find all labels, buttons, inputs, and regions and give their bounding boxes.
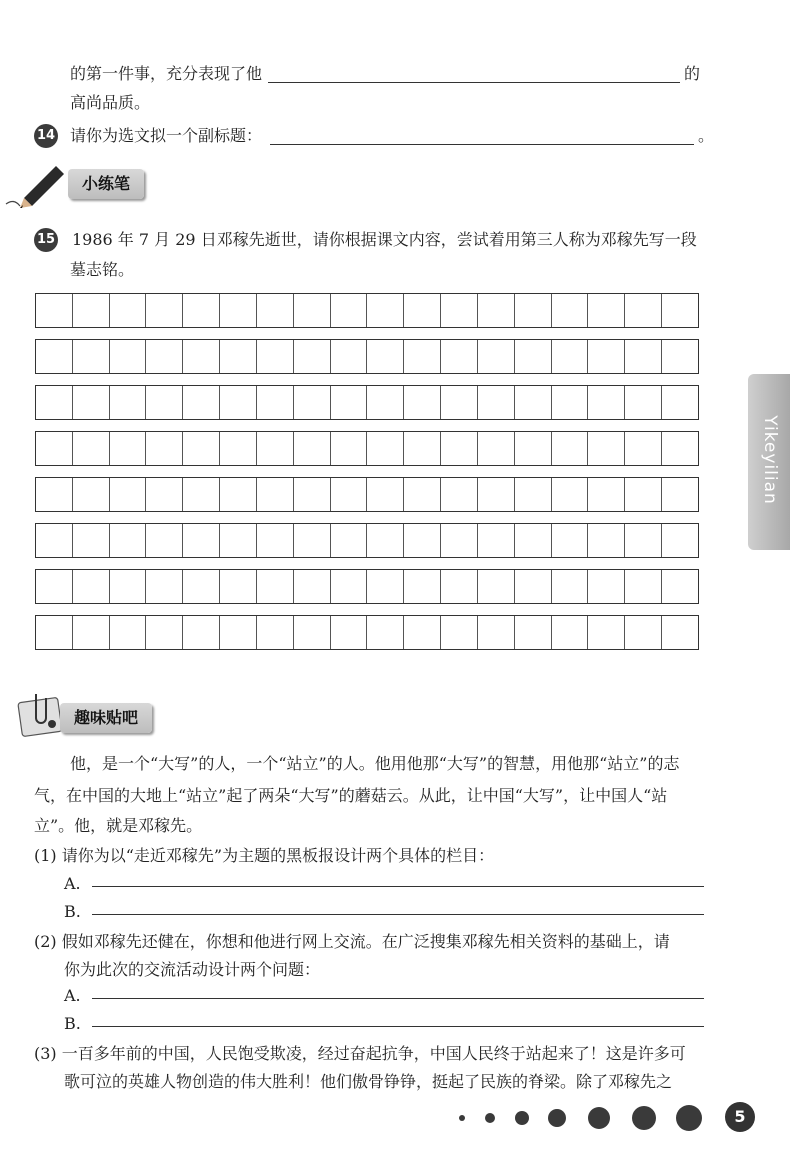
grid-cell[interactable]	[367, 340, 404, 373]
grid-cell[interactable]	[73, 432, 110, 465]
grid-cell[interactable]	[73, 570, 110, 603]
q13-line1-end: 的	[684, 64, 701, 83]
grid-cell[interactable]	[478, 478, 515, 511]
grid-cell[interactable]	[146, 340, 183, 373]
grid-cell[interactable]	[331, 340, 368, 373]
grid-cell[interactable]	[662, 432, 698, 465]
grid-cell[interactable]	[73, 616, 110, 649]
grid-cell[interactable]	[478, 386, 515, 419]
grid-cell[interactable]	[183, 386, 220, 419]
footer-dot	[632, 1106, 656, 1130]
grid-cell[interactable]	[478, 294, 515, 327]
grid-cell[interactable]	[588, 340, 625, 373]
q14-end: 。	[698, 126, 715, 145]
grid-cell[interactable]	[331, 478, 368, 511]
grid-cell[interactable]	[662, 340, 698, 373]
grid-cell[interactable]	[515, 386, 552, 419]
grid-cell[interactable]	[220, 340, 257, 373]
grid-cell[interactable]	[331, 524, 368, 557]
grid-cell[interactable]	[294, 386, 331, 419]
grid-cell[interactable]	[110, 478, 147, 511]
grid-cell[interactable]	[367, 478, 404, 511]
footer-dot	[485, 1113, 495, 1123]
grid-cell[interactable]	[404, 524, 441, 557]
grid-cell[interactable]	[662, 386, 698, 419]
grid-cell[interactable]	[367, 386, 404, 419]
grid-cell[interactable]	[662, 478, 698, 511]
grid-cell[interactable]	[146, 294, 183, 327]
grid-cell[interactable]	[220, 616, 257, 649]
grid-cell[interactable]	[331, 386, 368, 419]
footer-dot	[459, 1115, 465, 1121]
grid-row[interactable]	[35, 523, 699, 558]
grid-cell[interactable]	[146, 616, 183, 649]
grid-cell[interactable]	[404, 616, 441, 649]
fun-intro-line1: 他，是一个“大写”的人，一个“站立”的人。他用他那“大写”的智慧，用他那“站立”的志	[70, 754, 680, 773]
footer-dot	[676, 1105, 702, 1131]
grid-cell[interactable]	[220, 432, 257, 465]
q15-line1: 1986 年 7 月 29 日邓稼先逝世，请你根据课文内容，尝试着用第三人称为邓稼先写一段	[72, 230, 697, 249]
grid-cell[interactable]	[220, 386, 257, 419]
fun-item1-answer-a[interactable]	[92, 886, 704, 887]
grid-cell[interactable]	[36, 340, 73, 373]
grid-row[interactable]	[35, 293, 699, 328]
grid-cell[interactable]	[257, 616, 294, 649]
grid-cell[interactable]	[36, 386, 73, 419]
grid-cell[interactable]	[331, 432, 368, 465]
grid-row[interactable]	[35, 385, 699, 420]
grid-cell[interactable]	[515, 478, 552, 511]
grid-cell[interactable]	[662, 616, 698, 649]
grid-cell[interactable]	[552, 616, 589, 649]
grid-cell[interactable]	[110, 616, 147, 649]
grid-cell[interactable]	[73, 478, 110, 511]
grid-cell[interactable]	[146, 478, 183, 511]
grid-cell[interactable]	[183, 340, 220, 373]
grid-cell[interactable]	[588, 294, 625, 327]
fun-item2-label-b: B.	[64, 1014, 81, 1033]
grid-cell[interactable]	[588, 478, 625, 511]
fun-item1-label-b: B.	[64, 902, 81, 921]
grid-cell[interactable]	[36, 616, 73, 649]
grid-cell[interactable]	[220, 294, 257, 327]
grid-cell[interactable]	[110, 340, 147, 373]
grid-cell[interactable]	[404, 432, 441, 465]
grid-cell[interactable]	[588, 524, 625, 557]
grid-cell[interactable]	[441, 294, 478, 327]
grid-cell[interactable]	[515, 432, 552, 465]
grid-cell[interactable]	[331, 570, 368, 603]
grid-cell[interactable]	[441, 616, 478, 649]
fun-intro-line3: 立”。他，就是邓稼先。	[34, 816, 203, 835]
q14-number: 14	[34, 124, 58, 148]
q13-line1-start: 的第一件事，充分表现了他	[70, 64, 263, 83]
grid-cell[interactable]	[110, 524, 147, 557]
grid-cell[interactable]	[515, 616, 552, 649]
fun-item1-answer-b[interactable]	[92, 914, 704, 915]
grid-cell[interactable]	[662, 524, 698, 557]
grid-cell[interactable]	[331, 616, 368, 649]
grid-cell[interactable]	[404, 294, 441, 327]
grid-cell[interactable]	[294, 432, 331, 465]
grid-cell[interactable]	[552, 340, 589, 373]
q13-answer-line[interactable]	[268, 82, 680, 83]
page-number: 5	[725, 1102, 755, 1132]
grid-cell[interactable]	[625, 524, 662, 557]
grid-row[interactable]	[35, 569, 699, 604]
grid-cell[interactable]	[294, 294, 331, 327]
grid-cell[interactable]	[441, 570, 478, 603]
grid-cell[interactable]	[552, 294, 589, 327]
grid-cell[interactable]	[183, 524, 220, 557]
grid-cell[interactable]	[367, 432, 404, 465]
q15-line2: 墓志铭。	[70, 260, 135, 279]
side-tab-label: Yikeyilian	[760, 415, 780, 505]
grid-cell[interactable]	[294, 340, 331, 373]
fun-item3-line2: 歌可泣的英雄人物创造的伟大胜利！他们傲骨铮铮，挺起了民族的脊梁。除了邓稼先之	[64, 1072, 673, 1091]
grid-cell[interactable]	[331, 294, 368, 327]
grid-cell[interactable]	[552, 478, 589, 511]
grid-cell[interactable]	[257, 432, 294, 465]
grid-cell[interactable]	[36, 570, 73, 603]
grid-cell[interactable]	[552, 386, 589, 419]
grid-cell[interactable]	[552, 432, 589, 465]
fun-item2-line1: (2) 假如邓稼先还健在，你想和他进行网上交流。在广泛搜集邓稼先相关资料的基础上，请	[34, 932, 670, 951]
grid-cell[interactable]	[515, 524, 552, 557]
grid-cell[interactable]	[257, 386, 294, 419]
grid-cell[interactable]	[588, 386, 625, 419]
fun-item1-text: (1) 请你为以“走近邓稼先”为主题的黑板报设计两个具体的栏目：	[34, 846, 495, 865]
grid-row[interactable]	[35, 431, 699, 466]
grid-cell[interactable]	[441, 432, 478, 465]
grid-row[interactable]	[35, 339, 699, 374]
grid-cell[interactable]	[257, 570, 294, 603]
fun-item1-label-a: A.	[64, 874, 81, 893]
grid-cell[interactable]	[183, 432, 220, 465]
grid-cell[interactable]	[146, 432, 183, 465]
grid-cell[interactable]	[441, 524, 478, 557]
grid-cell[interactable]	[441, 478, 478, 511]
grid-cell[interactable]	[110, 386, 147, 419]
grid-cell[interactable]	[367, 294, 404, 327]
grid-cell[interactable]	[36, 478, 73, 511]
grid-cell[interactable]	[404, 570, 441, 603]
grid-cell[interactable]	[625, 432, 662, 465]
grid-cell[interactable]	[257, 478, 294, 511]
grid-cell[interactable]	[257, 524, 294, 557]
grid-cell[interactable]	[441, 386, 478, 419]
grid-cell[interactable]	[73, 294, 110, 327]
q15-number: 15	[34, 228, 58, 252]
grid-cell[interactable]	[515, 340, 552, 373]
grid-cell[interactable]	[110, 570, 147, 603]
footer-dot	[515, 1111, 529, 1125]
grid-cell[interactable]	[478, 524, 515, 557]
grid-cell[interactable]	[515, 570, 552, 603]
grid-cell[interactable]	[367, 570, 404, 603]
grid-cell[interactable]	[625, 386, 662, 419]
grid-cell[interactable]	[36, 294, 73, 327]
grid-cell[interactable]	[294, 570, 331, 603]
grid-cell[interactable]	[662, 294, 698, 327]
grid-cell[interactable]	[515, 294, 552, 327]
grid-cell[interactable]	[146, 524, 183, 557]
grid-cell[interactable]	[294, 616, 331, 649]
grid-cell[interactable]	[36, 432, 73, 465]
grid-row[interactable]	[35, 477, 699, 512]
grid-cell[interactable]	[73, 524, 110, 557]
grid-cell[interactable]	[73, 340, 110, 373]
grid-cell[interactable]	[588, 432, 625, 465]
grid-cell[interactable]	[294, 478, 331, 511]
grid-cell[interactable]	[588, 616, 625, 649]
grid-cell[interactable]	[552, 570, 589, 603]
fun-item2-answer-a[interactable]	[92, 998, 704, 999]
footer-dot	[588, 1107, 610, 1129]
grid-cell[interactable]	[220, 570, 257, 603]
grid-cell[interactable]	[588, 570, 625, 603]
fun-item2-label-a: A.	[64, 986, 81, 1005]
grid-cell[interactable]	[478, 340, 515, 373]
grid-cell[interactable]	[478, 432, 515, 465]
grid-cell[interactable]	[625, 294, 662, 327]
section-title-fun: 趣味贴吧	[60, 703, 152, 733]
grid-cell[interactable]	[257, 294, 294, 327]
pencil-icon	[4, 160, 76, 210]
grid-cell[interactable]	[183, 478, 220, 511]
grid-cell[interactable]	[625, 616, 662, 649]
grid-cell[interactable]	[404, 340, 441, 373]
grid-cell[interactable]	[110, 294, 147, 327]
grid-cell[interactable]	[367, 616, 404, 649]
q13-line2: 高尚品质。	[70, 93, 151, 112]
grid-cell[interactable]	[294, 524, 331, 557]
grid-cell[interactable]	[146, 386, 183, 419]
grid-cell[interactable]	[441, 340, 478, 373]
grid-cell[interactable]	[552, 524, 589, 557]
grid-cell[interactable]	[478, 570, 515, 603]
footer-dot	[548, 1109, 566, 1127]
fun-item3-line1: (3) 一百多年前的中国，人民饱受欺凌，经过奋起抗争，中国人民终于站起来了！这是许多可	[34, 1044, 686, 1063]
fun-item2-line2: 你为此次的交流活动设计两个问题：	[64, 960, 321, 979]
grid-cell[interactable]	[367, 524, 404, 557]
grid-cell[interactable]	[220, 524, 257, 557]
fun-intro-line2: 气，在中国的大地上“站立”起了两朵“大写”的蘑菇云。从此，让中国“大写”，让中国人“站	[34, 786, 668, 805]
grid-row[interactable]	[35, 615, 699, 650]
grid-cell[interactable]	[183, 616, 220, 649]
q14-text: 请你为选文拟一个副标题：	[70, 126, 263, 145]
grid-cell[interactable]	[146, 570, 183, 603]
grid-cell[interactable]	[662, 570, 698, 603]
grid-cell[interactable]	[478, 616, 515, 649]
fun-item2-answer-b[interactable]	[92, 1026, 704, 1027]
grid-cell[interactable]	[73, 386, 110, 419]
grid-cell[interactable]	[183, 294, 220, 327]
grid-cell[interactable]	[257, 340, 294, 373]
grid-cell[interactable]	[110, 432, 147, 465]
grid-cell[interactable]	[625, 340, 662, 373]
section-title-practice: 小练笔	[68, 169, 144, 199]
grid-cell[interactable]	[220, 478, 257, 511]
grid-cell[interactable]	[625, 570, 662, 603]
grid-cell[interactable]	[183, 570, 220, 603]
grid-cell[interactable]	[36, 524, 73, 557]
grid-cell[interactable]	[404, 478, 441, 511]
grid-cell[interactable]	[625, 478, 662, 511]
q14-answer-line[interactable]	[270, 144, 694, 145]
grid-cell[interactable]	[404, 386, 441, 419]
